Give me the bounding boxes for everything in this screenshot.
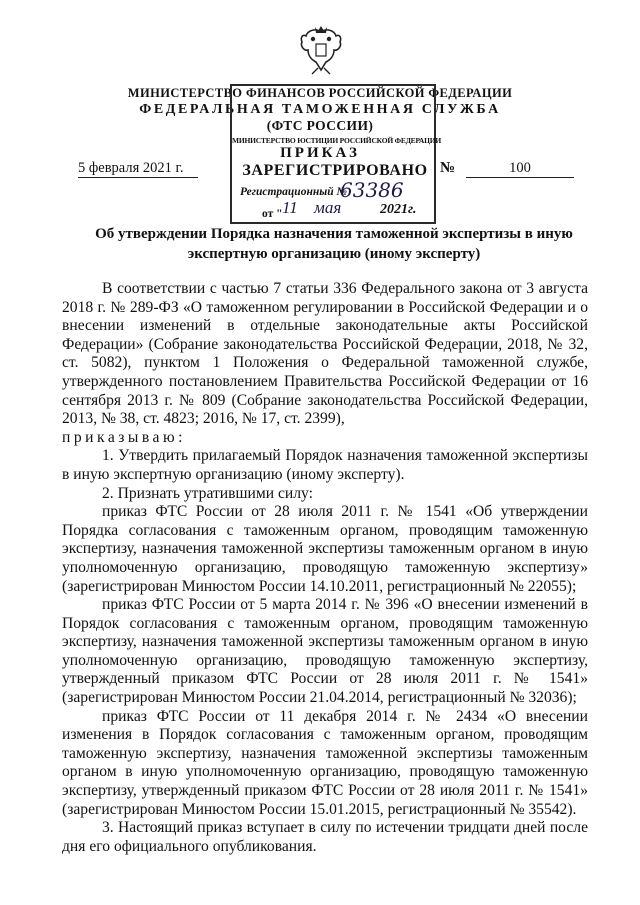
stamp-month: мая [314,198,342,217]
item-2-paragraph: 2. Признать утратившими силу: [102,484,313,502]
order-number-label: № [440,160,456,176]
stamp-title: ЗАРЕГИСТРИРОВАНО [242,162,428,179]
order-date: 5 февраля 2021 г. [78,160,198,178]
stamp-registration-label: Регистрационный № [240,186,347,198]
order-word: приказываю: [62,428,186,446]
stamp-ministry: МИНИСТЕРСТВО ЮСТИЦИИ РОССИЙСКОЙ ФЕДЕРАЦИИ [232,136,441,145]
revoked-order-2: приказ ФТС России от 5 марта 2014 г. № 396 «О внесении изменений в Порядок согласования с таможенным органом, проводящим таможенную экспертизу, назначения таможенной экспертизы таможенным органом в иную уполномоченную организацию, проводящую таможенную экспертизу, утвержденный приказом ФТС России от 28 июля 2011 г. № 1541» (зарегистрирован Минюстом России 21.04.2014, регистрационный № 32036); [62,596,588,707]
ministry-header: МИНИСТЕРСТВО ФИНАНСОВ РОССИЙСКОЙ ФЕДЕРАЦИИ [127,86,513,100]
stamp-date-label: от " [262,208,283,220]
revoked-order-3: приказ ФТС России от 11 декабря 2014 г. № 2434 «О внесении изменения в Порядок согласования с таможенным органом, проводящим таможенную экспертизу, назначения таможенной экспертизы таможенным органом в иную уполномоченную организацию, проводящую таможенную экспертизу, утвержденный приказом ФТС России от 28 июля 2011 г. № 1541» (зарегистрирован Минюстом России 15.01.2015, регистрационный № 35542). [62,707,588,818]
stamp-year: 2021г. [380,202,417,217]
document-body [62,280,588,856]
service-abbreviation: (ФТС РОССИИ) [266,118,374,133]
item-1-paragraph: 1. Утвердить прилагаемый Порядок назначения таможенной экспертизы в иную экспертную организацию (иному эксперту). [62,447,588,483]
preamble-paragraph: В соответствии с частью 7 статьи 336 Федерального закона от 3 августа 2018 г. № 289-ФЗ «О таможенном регулировании в Российской Федерации и о внесении изменений в отдельные законодательные акты Российской Федерации» (Собрание законодательства Российской Федерации, 2018, № 32, ст. 5082), пунктом 1 Положения о Федеральной таможенной службе, утвержденного постановлением Правительства Российской Федерации от 16 сентября 2013 г. № 809 (Собрание законодательства Российской Федерации, 2013, № 38, ст. 4823; 2016, № 17, ст. 2399), [62,280,588,428]
service-header: ФЕДЕРАЛЬНАЯ ТАМОЖЕННАЯ СЛУЖБА [139,102,501,117]
stamp-registration-number: 63386 [340,178,404,202]
order-number: 100 [466,160,574,178]
document-type: ПРИКАЗ [280,145,360,161]
revoked-order-1: приказ ФТС России от 28 июля 2011 г. № 1541 «Об утверждении Порядка согласования с таможенным органом, проводящим таможенную экспертизу, назначения таможенной экспертизы таможенным органом в иную уполномоченную организацию, проводящую таможенную экспертизу» (зарегистрирован Минюстом России 14.10.2011, регистрационный № 22055); [62,503,588,595]
registration-stamp [230,84,441,224]
item-3-paragraph: 3. Настоящий приказ вступает в силу по истечении тридцати дней после дня его официального опубликования. [62,819,588,855]
stamp-day: 11 [282,198,298,217]
coat-of-arms-icon [298,24,344,76]
document-title: Об утверждении Порядка назначения таможенной экспертизы в иную экспертную организацию (иному эксперту) [95,226,573,262]
